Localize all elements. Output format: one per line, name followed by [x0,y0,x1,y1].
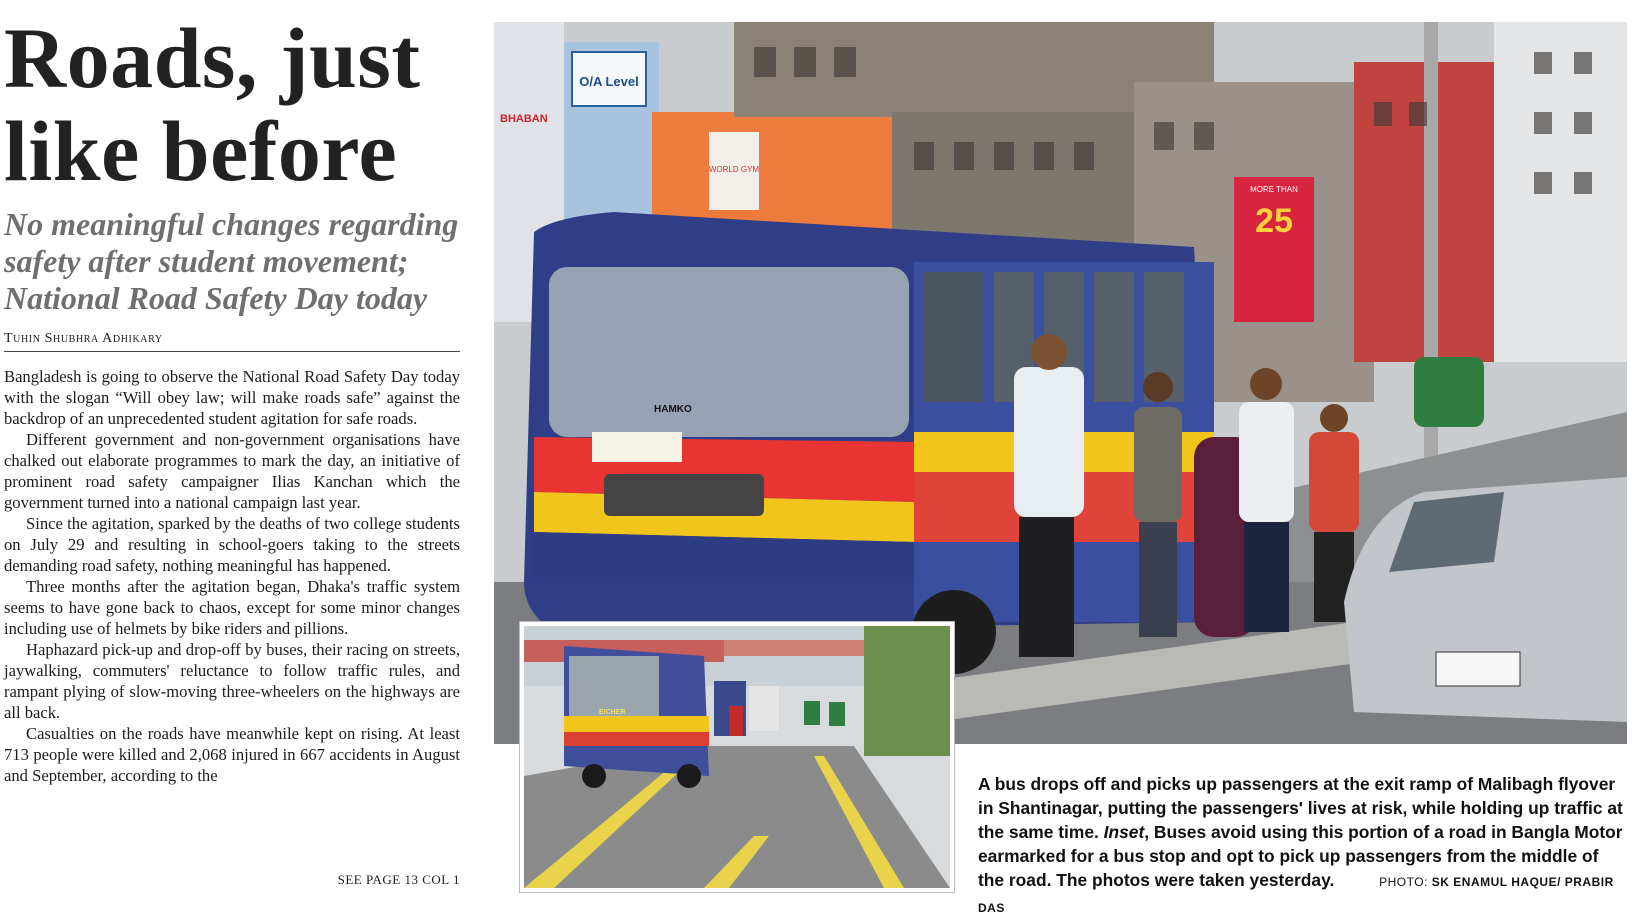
paragraph: Casualties on the roads have meanwhile kept on rising. At least 713 people were killed and 2,068 injured in 667 accidents in August and September, according to the [4,724,460,785]
inset-photo [520,622,954,892]
paragraph: Since the agitation, sparked by the deaths of two college students on July 29 and resulting in school-goers taking to the streets demanding road safety, nothing meaningful has happened. [4,514,460,575]
bus-main [524,212,1214,674]
paragraph: Three months after the agitation began, Dhaka's traffic system seems to have gone back to chaos, except for some minor changes including use of helmets by bike riders and pillions. [4,577,460,638]
cng-rickshaw [1414,357,1484,427]
paragraph: Haphazard pick-up and drop-off by buses, their racing on streets, jaywalking, commuters' reluctance to follow traffic rules, and rampant plying of slow-moving three-wheelers on the highways are all back. [4,640,460,722]
caption-main: A bus drops off and picks up passengers at the exit ramp of Malibagh flyover in Shantinagar, putting the passengers' lives at risk, while holding up traffic at the same time. [978,774,1623,842]
byline: Tuhin Shubhra Adhikary [4,331,460,352]
continued-jump-line: SEE PAGE 13 COL 1 [337,872,460,887]
credit-label: PHOTO: [1379,875,1428,889]
sign-big-number: 25 [1255,202,1293,240]
headline: Roads, just like before [4,10,421,199]
sign-more-than: MORE THAN [1250,185,1298,194]
article-body [4,366,460,786]
caption-inset: , Buses avoid using this portion of a road in Bangla Motor earmarked for a bus stop and opt to pick up passengers from the middle of the road. The photos were taken yesterday. [978,822,1623,890]
inset-bus-brand: EICHER [599,709,626,716]
paragraph: Different government and non-government organisations have chalked out elaborate programmes to mark the day, an initiative of prominent road safety campaigner Ilias Kanchan which the government turned into a national campaign last year. [4,430,460,512]
sign-bhaban: BHABAN [500,113,548,125]
deck-subheadline: No meaningful changes regarding safety after student movement; National Road Safety Day today [4,206,459,316]
credit-names: SK ENAMUL HAQUE/ PRABIR DAS [978,875,1614,915]
sign-world-gym: WORLD GYM [708,165,760,174]
sign-oa-level-text: O/A Level [579,74,639,89]
paragraph: Bangladesh is going to observe the National Road Safety Day today with the slogan “Will obey law; will make roads safe” against the backdrop of an unprecedented student agitation for safe roads. [4,367,460,428]
bus-brand: HAMKO [654,404,692,415]
caption-inset-word: Inset [1103,822,1145,842]
inset-bus [564,646,709,788]
